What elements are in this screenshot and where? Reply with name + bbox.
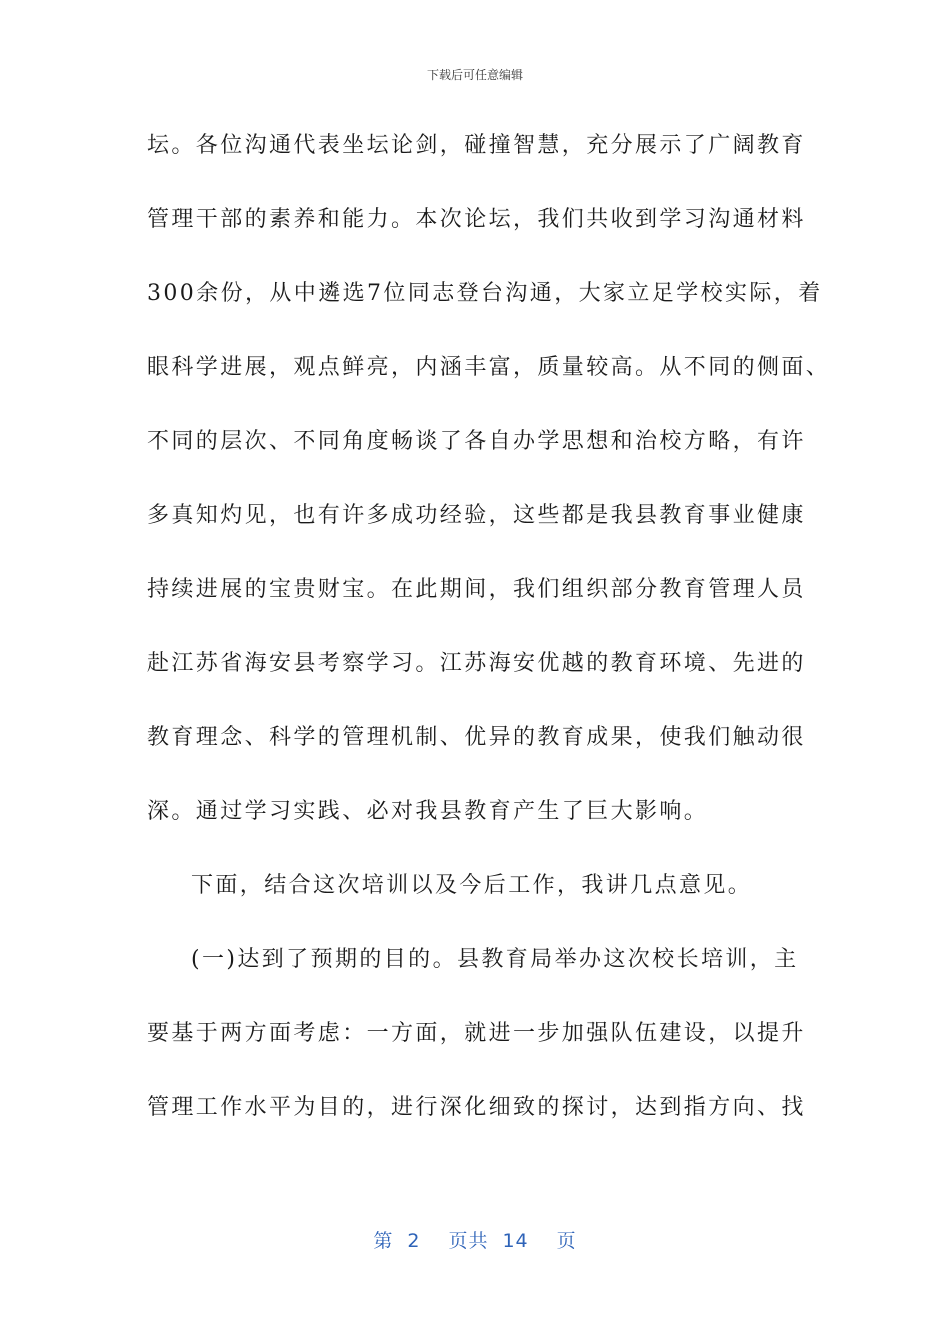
text-line: 多真知灼见，也有许多成功经验，这些都是我县教育事业健康 (147, 503, 806, 528)
text-line: 300余份，从中遴选7位同志登台沟通，大家立足学校实际，着 (147, 281, 823, 306)
text-line: 坛。各位沟通代表坐坛论剑，碰撞智慧，充分展示了广阔教育 (147, 133, 806, 158)
footer-suffix: 页 (556, 1230, 577, 1252)
text-line: 眼科学进展，观点鲜亮，内涵丰富，质量较高。从不同的侧面、 (147, 355, 831, 380)
text-line: 要基于两方面考虑：一方面，就进一步加强队伍建设，以提升 (147, 1021, 806, 1046)
text-line: 不同的层次、不同角度畅谈了各自办学思想和治校方略，有许 (147, 429, 806, 454)
text-line: 赴江苏省海安县考察学习。江苏海安优越的教育环境、先进的 (147, 651, 806, 676)
footer-prefix: 第 (373, 1230, 394, 1252)
document-body (147, 120, 831, 1156)
footer-middle: 页共 (448, 1230, 489, 1252)
text-line: 教育理念、科学的管理机制、优异的教育成果，使我们触动很 (147, 725, 806, 750)
page-footer (0, 1226, 950, 1253)
total-pages: 14 (502, 1230, 529, 1252)
text-line: 持续进展的宝贵财宝。在此期间，我们组织部分教育管理人员 (147, 577, 806, 602)
text-line: 管理工作水平为目的，进行深化细致的探讨，达到指方向、找 (147, 1095, 806, 1120)
paragraph-start-line: 下面，结合这次培训以及今后工作，我讲几点意见。 (191, 873, 753, 898)
paragraph-start-line: (一)达到了预期的目的。县教育局举办这次校长培训，主 (191, 947, 799, 972)
header-note: 下载后可任意编辑 (426, 68, 523, 82)
text-line: 深。通过学习实践、必对我县教育产生了巨大影响。 (147, 799, 709, 824)
text-line: 管理干部的素养和能力。本次论坛，我们共收到学习沟通材料 (147, 207, 806, 232)
page-number: 2 (407, 1230, 421, 1252)
